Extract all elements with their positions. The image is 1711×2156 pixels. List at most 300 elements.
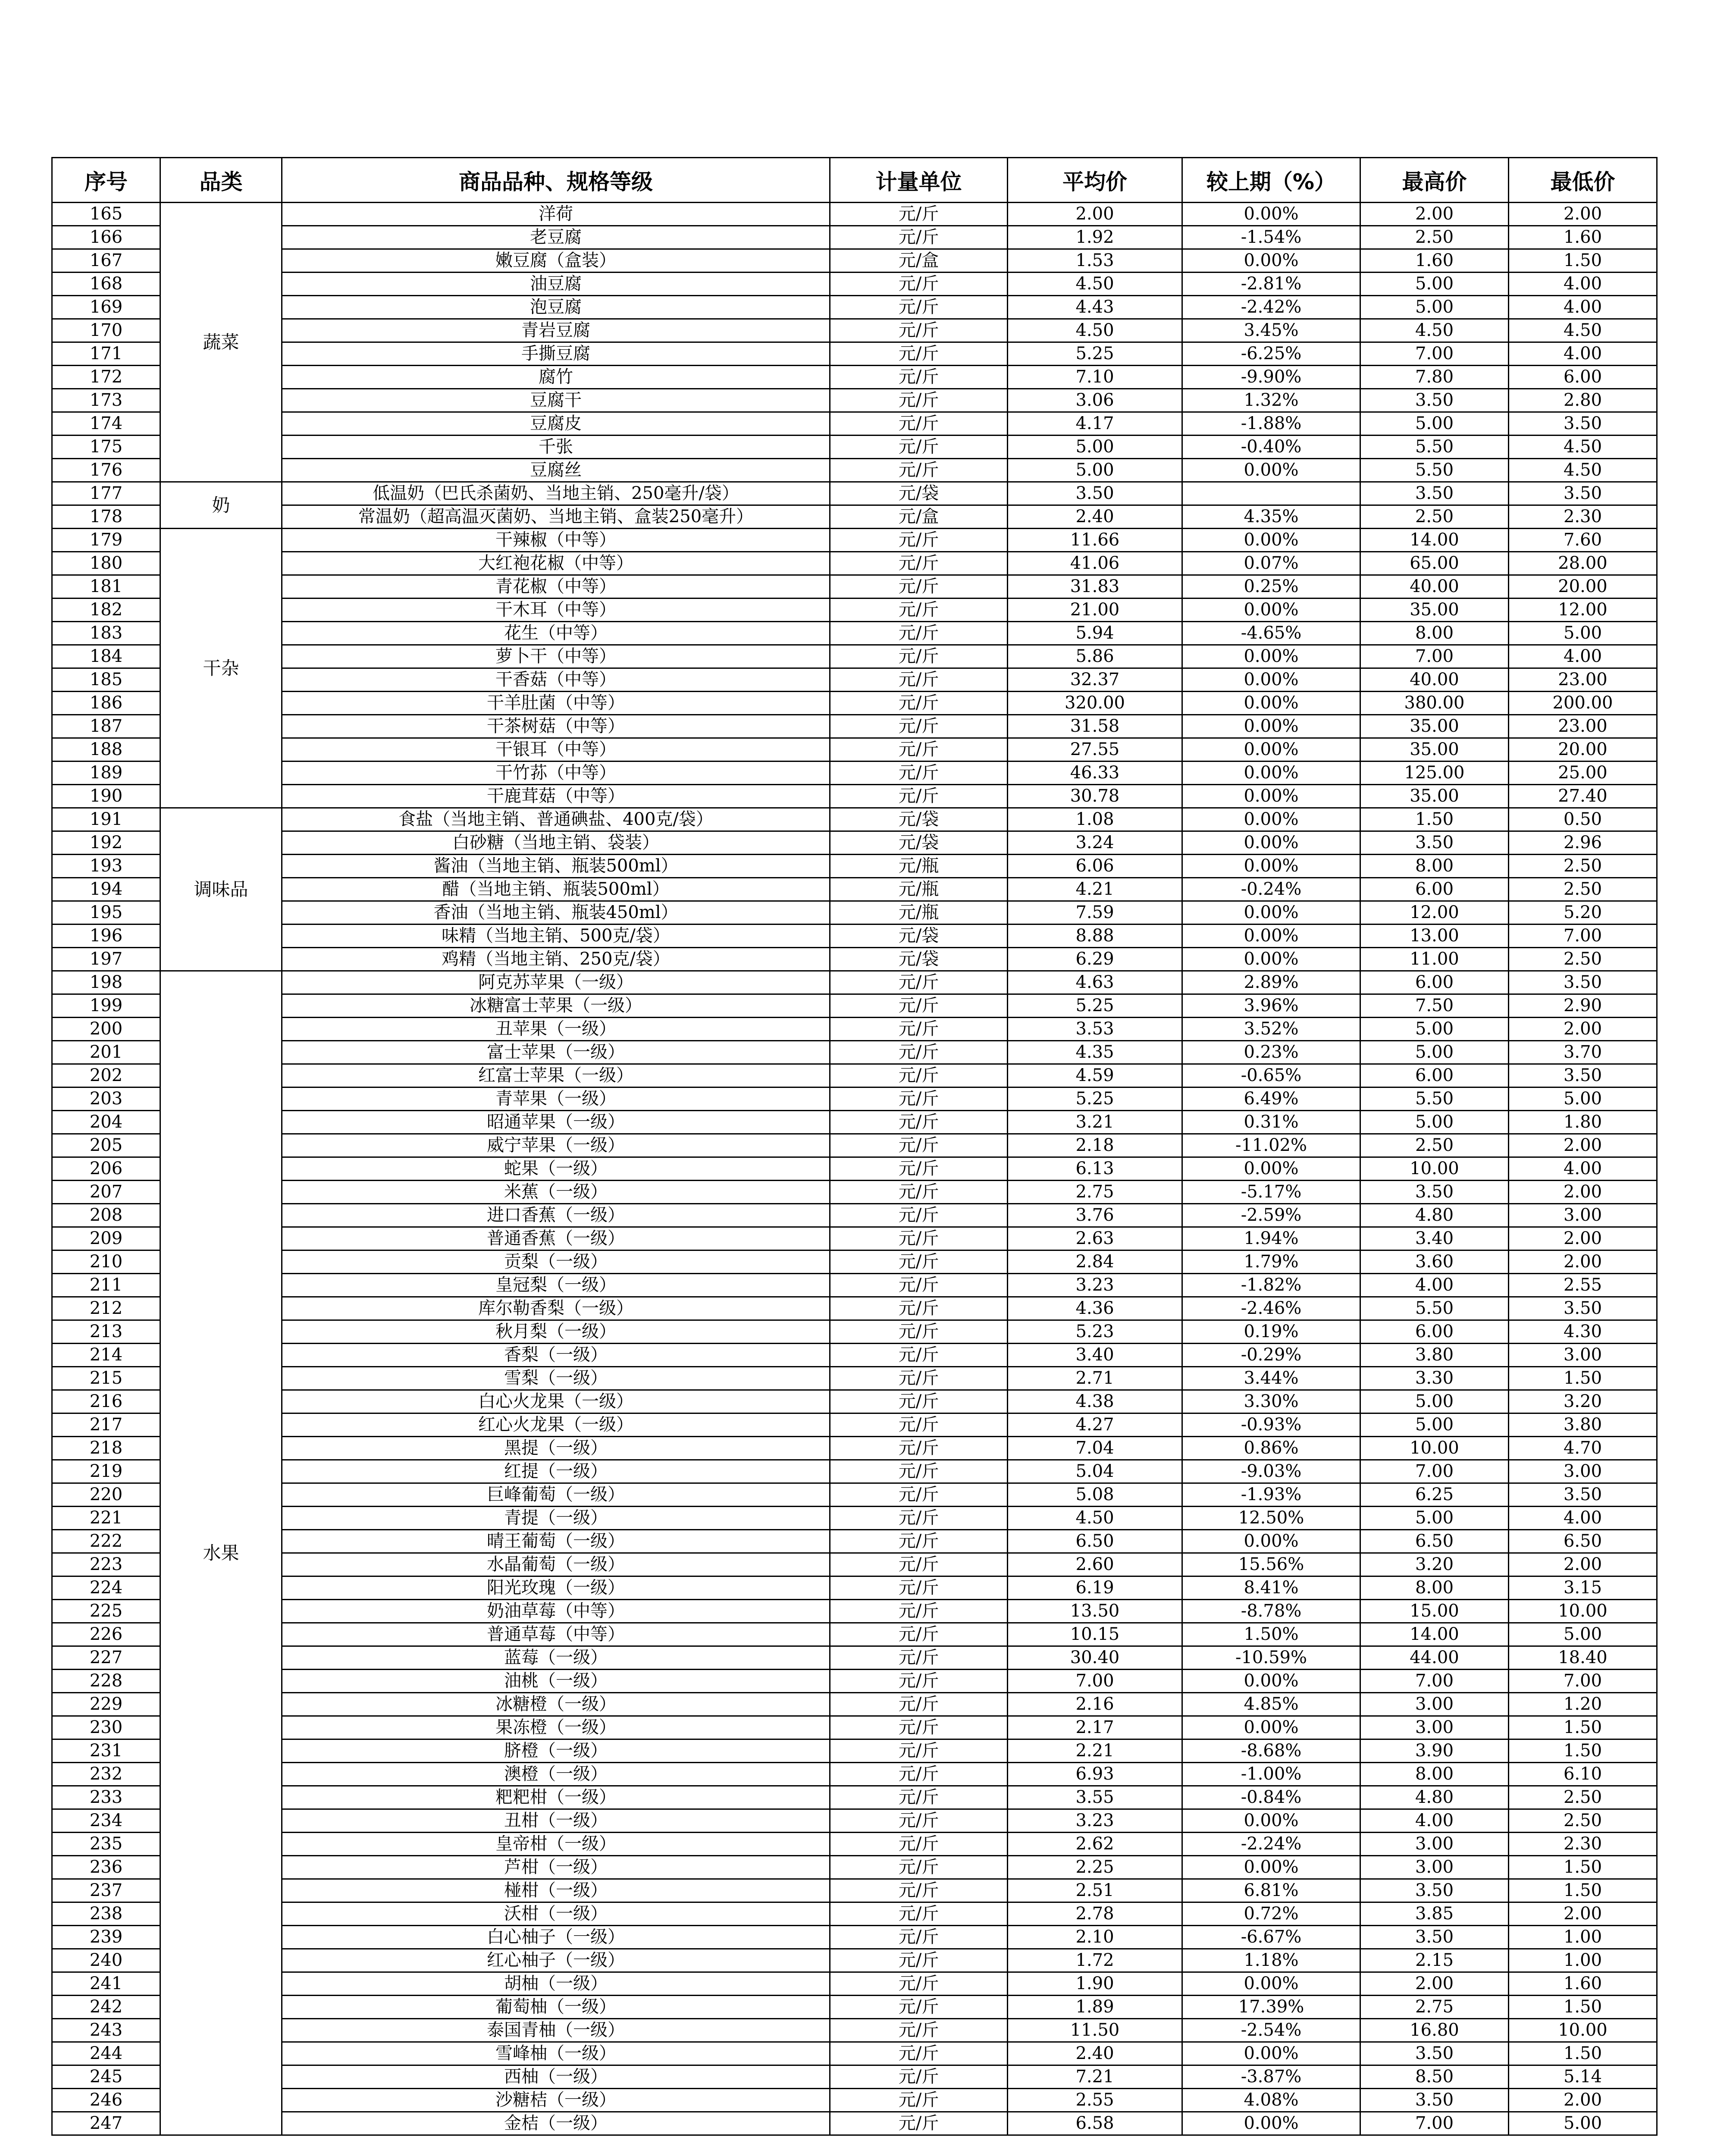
cell-item-name: 酱油（当地主销、瓶装500ml） [282, 855, 830, 878]
cell-change-pct: -0.84% [1182, 1786, 1360, 1809]
cell-change-pct: 0.00% [1182, 459, 1360, 482]
cell-change-pct: -11.02% [1182, 1134, 1360, 1157]
cell-unit: 元/斤 [830, 319, 1008, 342]
cell-unit: 元/瓶 [830, 878, 1008, 901]
cell-unit: 元/斤 [830, 366, 1008, 389]
cell-max-price: 3.00 [1360, 1693, 1509, 1716]
cell-unit: 元/斤 [830, 599, 1008, 622]
table-row [52, 1041, 1657, 1064]
header-change-pct: 较上期（%） [1182, 158, 1360, 203]
table-row [52, 342, 1657, 366]
cell-min-price: 4.30 [1509, 1320, 1657, 1344]
table-row [52, 296, 1657, 319]
cell-item-name: 红富士苹果（一级） [282, 1064, 830, 1087]
table-row [52, 203, 1657, 226]
cell-item-name: 普通草莓（中等） [282, 1623, 830, 1646]
cell-no: 197 [52, 948, 160, 971]
cell-unit: 元/斤 [830, 1716, 1008, 1739]
cell-no: 215 [52, 1367, 160, 1390]
cell-item-name: 丑苹果（一级） [282, 1018, 830, 1041]
cell-min-price: 4.70 [1509, 1437, 1657, 1460]
cell-item-name: 红心火龙果（一级） [282, 1413, 830, 1437]
cell-max-price: 35.00 [1360, 785, 1509, 808]
cell-unit: 元/斤 [830, 226, 1008, 249]
cell-unit: 元/斤 [830, 1204, 1008, 1227]
cell-avg-price: 3.40 [1008, 1344, 1182, 1367]
cell-max-price: 6.50 [1360, 1530, 1509, 1553]
cell-item-name: 晴王葡萄（一级） [282, 1530, 830, 1553]
table-row [52, 1157, 1657, 1181]
cell-change-pct: 0.00% [1182, 761, 1360, 785]
cell-min-price: 3.00 [1509, 1204, 1657, 1227]
table-row [52, 1879, 1657, 1902]
cell-min-price: 5.14 [1509, 2065, 1657, 2089]
cell-unit: 元/袋 [830, 948, 1008, 971]
cell-no: 166 [52, 226, 160, 249]
cell-max-price: 40.00 [1360, 668, 1509, 692]
cell-avg-price: 4.17 [1008, 412, 1182, 436]
cell-item-name: 皇帝柑（一级） [282, 1833, 830, 1856]
cell-avg-price: 2.40 [1008, 505, 1182, 529]
cell-unit: 元/斤 [830, 1833, 1008, 1856]
cell-change-pct: 1.32% [1182, 389, 1360, 412]
cell-min-price: 3.50 [1509, 412, 1657, 436]
cell-no: 193 [52, 855, 160, 878]
cell-min-price: 200.00 [1509, 692, 1657, 715]
cell-no: 190 [52, 785, 160, 808]
cell-min-price: 2.00 [1509, 1250, 1657, 1274]
cell-unit: 元/斤 [830, 1972, 1008, 1996]
table-row [52, 482, 1657, 505]
cell-avg-price: 31.58 [1008, 715, 1182, 738]
cell-avg-price: 1.90 [1008, 1972, 1182, 1996]
table-row [52, 831, 1657, 855]
cell-min-price: 1.50 [1509, 2042, 1657, 2065]
cell-item-name: 沃柑（一级） [282, 1902, 830, 1926]
table-row [52, 1204, 1657, 1227]
cell-max-price: 2.75 [1360, 1996, 1509, 2019]
cell-item-name: 豆腐丝 [282, 459, 830, 482]
table-row [52, 1064, 1657, 1087]
cell-avg-price: 4.36 [1008, 1297, 1182, 1320]
cell-avg-price: 2.84 [1008, 1250, 1182, 1274]
cell-change-pct: 0.00% [1182, 738, 1360, 761]
cell-unit: 元/斤 [830, 1064, 1008, 1087]
cell-no: 217 [52, 1413, 160, 1437]
cell-min-price: 1.50 [1509, 1996, 1657, 2019]
cell-unit: 元/斤 [830, 1530, 1008, 1553]
cell-avg-price: 2.00 [1008, 203, 1182, 226]
cell-max-price: 8.00 [1360, 855, 1509, 878]
cell-min-price: 4.00 [1509, 296, 1657, 319]
cell-unit: 元/斤 [830, 1018, 1008, 1041]
cell-max-price: 3.00 [1360, 1856, 1509, 1879]
cell-change-pct: 0.00% [1182, 831, 1360, 855]
cell-no: 203 [52, 1087, 160, 1111]
cell-min-price: 28.00 [1509, 552, 1657, 575]
cell-min-price: 2.30 [1509, 1833, 1657, 1856]
cell-unit: 元/斤 [830, 1181, 1008, 1204]
cell-avg-price: 7.00 [1008, 1670, 1182, 1693]
cell-change-pct: 1.94% [1182, 1227, 1360, 1250]
cell-item-name: 手撕豆腐 [282, 342, 830, 366]
cell-avg-price: 1.89 [1008, 1996, 1182, 2019]
cell-no: 227 [52, 1646, 160, 1670]
cell-no: 180 [52, 552, 160, 575]
table-row [52, 878, 1657, 901]
cell-min-price: 1.50 [1509, 249, 1657, 273]
table-row [52, 599, 1657, 622]
cell-change-pct: -1.93% [1182, 1483, 1360, 1507]
table-row [52, 808, 1657, 831]
cell-no: 183 [52, 622, 160, 645]
cell-avg-price: 6.58 [1008, 2112, 1182, 2135]
table-header-row [52, 158, 1657, 203]
table-row [52, 575, 1657, 599]
cell-max-price: 3.30 [1360, 1367, 1509, 1390]
cell-max-price: 5.00 [1360, 1018, 1509, 1041]
cell-avg-price: 6.29 [1008, 948, 1182, 971]
cell-max-price: 380.00 [1360, 692, 1509, 715]
cell-no: 214 [52, 1344, 160, 1367]
cell-max-price: 8.00 [1360, 1576, 1509, 1600]
table-row [52, 924, 1657, 948]
cell-min-price: 1.50 [1509, 1716, 1657, 1739]
cell-avg-price: 2.10 [1008, 1926, 1182, 1949]
table-row [52, 948, 1657, 971]
cell-max-price: 6.00 [1360, 971, 1509, 994]
cell-unit: 元/斤 [830, 1693, 1008, 1716]
cell-no: 206 [52, 1157, 160, 1181]
cell-avg-price: 2.21 [1008, 1739, 1182, 1763]
cell-max-price: 15.00 [1360, 1600, 1509, 1623]
cell-min-price: 4.00 [1509, 1507, 1657, 1530]
cell-no: 222 [52, 1530, 160, 1553]
cell-change-pct: 3.45% [1182, 319, 1360, 342]
cell-item-name: 脐橙（一级） [282, 1739, 830, 1763]
cell-item-name: 普通香蕉（一级） [282, 1227, 830, 1250]
cell-change-pct: 0.00% [1182, 1716, 1360, 1739]
table-row [52, 1739, 1657, 1763]
cell-avg-price: 11.50 [1008, 2019, 1182, 2042]
cell-item-name: 贡梨（一级） [282, 1250, 830, 1274]
cell-min-price: 3.50 [1509, 1483, 1657, 1507]
cell-change-pct: 0.00% [1182, 668, 1360, 692]
cell-item-name: 红提（一级） [282, 1460, 830, 1483]
table-row [52, 1763, 1657, 1786]
cell-unit: 元/斤 [830, 645, 1008, 668]
cell-min-price: 1.60 [1509, 1972, 1657, 1996]
cell-category: 蔬菜 [160, 203, 282, 482]
cell-change-pct: -9.03% [1182, 1460, 1360, 1483]
cell-max-price: 13.00 [1360, 924, 1509, 948]
cell-min-price: 3.15 [1509, 1576, 1657, 1600]
cell-unit: 元/斤 [830, 1390, 1008, 1413]
cell-min-price: 2.00 [1509, 203, 1657, 226]
table-row [52, 1856, 1657, 1879]
cell-min-price: 4.00 [1509, 645, 1657, 668]
cell-min-price: 20.00 [1509, 738, 1657, 761]
cell-no: 189 [52, 761, 160, 785]
cell-max-price: 6.00 [1360, 878, 1509, 901]
cell-item-name: 青苹果（一级） [282, 1087, 830, 1111]
cell-item-name: 雪梨（一级） [282, 1367, 830, 1390]
cell-unit: 元/斤 [830, 1157, 1008, 1181]
table-row [52, 1902, 1657, 1926]
cell-max-price: 16.80 [1360, 2019, 1509, 2042]
cell-change-pct: 3.30% [1182, 1390, 1360, 1413]
cell-unit: 元/斤 [830, 436, 1008, 459]
price-table [51, 157, 1658, 2136]
cell-unit: 元/斤 [830, 2019, 1008, 2042]
cell-no: 233 [52, 1786, 160, 1809]
cell-item-name: 芦柑（一级） [282, 1856, 830, 1879]
cell-max-price: 3.50 [1360, 2089, 1509, 2112]
cell-change-pct: -2.54% [1182, 2019, 1360, 2042]
cell-avg-price: 4.50 [1008, 273, 1182, 296]
cell-unit: 元/斤 [830, 1367, 1008, 1390]
cell-avg-price: 6.93 [1008, 1763, 1182, 1786]
cell-avg-price: 2.60 [1008, 1553, 1182, 1576]
cell-item-name: 醋（当地主销、瓶装500ml） [282, 878, 830, 901]
cell-no: 207 [52, 1181, 160, 1204]
cell-no: 196 [52, 924, 160, 948]
cell-max-price: 5.50 [1360, 436, 1509, 459]
cell-min-price: 5.20 [1509, 901, 1657, 924]
cell-avg-price: 2.25 [1008, 1856, 1182, 1879]
cell-no: 194 [52, 878, 160, 901]
cell-max-price: 5.00 [1360, 1507, 1509, 1530]
cell-change-pct: 0.00% [1182, 249, 1360, 273]
cell-change-pct: -1.00% [1182, 1763, 1360, 1786]
cell-item-name: 香梨（一级） [282, 1344, 830, 1367]
cell-avg-price: 5.94 [1008, 622, 1182, 645]
cell-unit: 元/斤 [830, 2065, 1008, 2089]
cell-unit: 元/袋 [830, 482, 1008, 505]
cell-change-pct: 1.18% [1182, 1949, 1360, 1972]
cell-item-name: 冰糖富士苹果（一级） [282, 994, 830, 1018]
cell-no: 232 [52, 1763, 160, 1786]
cell-no: 226 [52, 1623, 160, 1646]
cell-min-price: 10.00 [1509, 1600, 1657, 1623]
cell-item-name: 黑提（一级） [282, 1437, 830, 1460]
cell-min-price: 2.80 [1509, 389, 1657, 412]
cell-min-price: 3.50 [1509, 971, 1657, 994]
cell-no: 209 [52, 1227, 160, 1250]
cell-item-name: 胡柚（一级） [282, 1972, 830, 1996]
cell-max-price: 6.00 [1360, 1064, 1509, 1087]
cell-item-name: 干茶树菇（中等） [282, 715, 830, 738]
cell-min-price: 2.90 [1509, 994, 1657, 1018]
cell-max-price: 7.00 [1360, 645, 1509, 668]
cell-min-price: 4.00 [1509, 273, 1657, 296]
cell-max-price: 35.00 [1360, 715, 1509, 738]
cell-max-price: 7.00 [1360, 1670, 1509, 1693]
cell-item-name: 西柚（一级） [282, 2065, 830, 2089]
cell-item-name: 丑柑（一级） [282, 1809, 830, 1833]
cell-max-price: 5.00 [1360, 412, 1509, 436]
cell-avg-price: 2.78 [1008, 1902, 1182, 1926]
cell-max-price: 11.00 [1360, 948, 1509, 971]
cell-max-price: 2.50 [1360, 226, 1509, 249]
cell-avg-price: 2.63 [1008, 1227, 1182, 1250]
cell-unit: 元/瓶 [830, 855, 1008, 878]
cell-avg-price: 6.06 [1008, 855, 1182, 878]
cell-change-pct: 3.52% [1182, 1018, 1360, 1041]
cell-min-price: 2.96 [1509, 831, 1657, 855]
table-row [52, 1507, 1657, 1530]
table-row [52, 2112, 1657, 2135]
cell-min-price: 1.50 [1509, 1879, 1657, 1902]
cell-max-price: 6.25 [1360, 1483, 1509, 1507]
cell-no: 170 [52, 319, 160, 342]
cell-max-price: 4.80 [1360, 1786, 1509, 1809]
cell-item-name: 白砂糖（当地主销、袋装） [282, 831, 830, 855]
cell-change-pct: 8.41% [1182, 1576, 1360, 1600]
cell-avg-price: 11.66 [1008, 529, 1182, 552]
cell-unit: 元/盒 [830, 505, 1008, 529]
cell-min-price: 20.00 [1509, 575, 1657, 599]
cell-avg-price: 13.50 [1008, 1600, 1182, 1623]
cell-unit: 元/斤 [830, 1087, 1008, 1111]
cell-unit: 元/斤 [830, 342, 1008, 366]
cell-change-pct: -0.40% [1182, 436, 1360, 459]
cell-max-price: 7.00 [1360, 342, 1509, 366]
cell-unit: 元/斤 [830, 1600, 1008, 1623]
cell-max-price: 5.00 [1360, 1390, 1509, 1413]
cell-unit: 元/斤 [830, 1553, 1008, 1576]
cell-item-name: 食盐（当地主销、普通碘盐、400克/袋） [282, 808, 830, 831]
cell-avg-price: 1.92 [1008, 226, 1182, 249]
cell-change-pct: -0.65% [1182, 1064, 1360, 1087]
cell-unit: 元/袋 [830, 808, 1008, 831]
cell-change-pct: 0.19% [1182, 1320, 1360, 1344]
cell-avg-price: 5.25 [1008, 994, 1182, 1018]
cell-min-price: 4.00 [1509, 1157, 1657, 1181]
header-avg-price: 平均价 [1008, 158, 1182, 203]
cell-no: 181 [52, 575, 160, 599]
cell-avg-price: 3.06 [1008, 389, 1182, 412]
cell-no: 192 [52, 831, 160, 855]
table-row [52, 1623, 1657, 1646]
cell-unit: 元/斤 [830, 1460, 1008, 1483]
cell-min-price: 4.50 [1509, 459, 1657, 482]
cell-change-pct: 0.00% [1182, 808, 1360, 831]
cell-max-price: 3.50 [1360, 389, 1509, 412]
cell-avg-price: 3.24 [1008, 831, 1182, 855]
price-table-sheet [51, 157, 1656, 2136]
cell-max-price: 1.50 [1360, 808, 1509, 831]
cell-avg-price: 46.33 [1008, 761, 1182, 785]
cell-max-price: 12.00 [1360, 901, 1509, 924]
cell-unit: 元/斤 [830, 296, 1008, 319]
cell-unit: 元/斤 [830, 622, 1008, 645]
cell-avg-price: 2.40 [1008, 2042, 1182, 2065]
table-row [52, 855, 1657, 878]
cell-avg-price: 3.23 [1008, 1809, 1182, 1833]
cell-no: 240 [52, 1949, 160, 1972]
cell-avg-price: 3.55 [1008, 1786, 1182, 1809]
cell-change-pct: -2.81% [1182, 273, 1360, 296]
cell-avg-price: 2.75 [1008, 1181, 1182, 1204]
cell-no: 238 [52, 1902, 160, 1926]
cell-unit: 元/斤 [830, 1763, 1008, 1786]
cell-no: 187 [52, 715, 160, 738]
cell-min-price: 3.50 [1509, 1297, 1657, 1320]
cell-max-price: 2.00 [1360, 203, 1509, 226]
cell-change-pct: 0.00% [1182, 692, 1360, 715]
table-row [52, 436, 1657, 459]
cell-change-pct: -1.88% [1182, 412, 1360, 436]
cell-change-pct: 0.00% [1182, 1530, 1360, 1553]
cell-no: 241 [52, 1972, 160, 1996]
cell-min-price: 2.00 [1509, 1902, 1657, 1926]
cell-item-name: 进口香蕉（一级） [282, 1204, 830, 1227]
cell-max-price: 3.50 [1360, 831, 1509, 855]
cell-no: 179 [52, 529, 160, 552]
cell-no: 204 [52, 1111, 160, 1134]
cell-category: 奶 [160, 482, 282, 529]
cell-change-pct: -3.87% [1182, 2065, 1360, 2089]
cell-min-price: 7.00 [1509, 1670, 1657, 1693]
cell-category: 水果 [160, 971, 282, 2135]
cell-max-price: 7.00 [1360, 1460, 1509, 1483]
cell-change-pct: 0.72% [1182, 1902, 1360, 1926]
cell-unit: 元/斤 [830, 2089, 1008, 2112]
table-row [52, 2042, 1657, 2065]
cell-no: 191 [52, 808, 160, 831]
table-row [52, 1390, 1657, 1413]
cell-item-name: 嫩豆腐（盒装） [282, 249, 830, 273]
table-row [52, 1320, 1657, 1344]
cell-no: 195 [52, 901, 160, 924]
cell-unit: 元/斤 [830, 1670, 1008, 1693]
cell-unit: 元/斤 [830, 1926, 1008, 1949]
table-row [52, 1530, 1657, 1553]
cell-min-price: 5.00 [1509, 2112, 1657, 2135]
cell-min-price: 4.00 [1509, 342, 1657, 366]
cell-change-pct: -10.59% [1182, 1646, 1360, 1670]
cell-change-pct: 0.00% [1182, 599, 1360, 622]
cell-unit: 元/斤 [830, 1646, 1008, 1670]
header-no: 序号 [52, 158, 160, 203]
cell-min-price: 2.00 [1509, 1018, 1657, 1041]
cell-avg-price: 3.23 [1008, 1274, 1182, 1297]
cell-no: 213 [52, 1320, 160, 1344]
cell-min-price: 1.20 [1509, 1693, 1657, 1716]
cell-max-price: 7.80 [1360, 366, 1509, 389]
cell-change-pct: 0.23% [1182, 1041, 1360, 1064]
table-row [52, 1996, 1657, 2019]
cell-item-name: 油豆腐 [282, 273, 830, 296]
cell-change-pct: -1.82% [1182, 1274, 1360, 1297]
cell-item-name: 干辣椒（中等） [282, 529, 830, 552]
cell-avg-price: 27.55 [1008, 738, 1182, 761]
table-row [52, 366, 1657, 389]
table-row [52, 319, 1657, 342]
cell-min-price: 3.50 [1509, 482, 1657, 505]
cell-unit: 元/斤 [830, 692, 1008, 715]
cell-unit: 元/斤 [830, 1902, 1008, 1926]
cell-min-price: 12.00 [1509, 599, 1657, 622]
cell-item-name: 白心柚子（一级） [282, 1926, 830, 1949]
cell-avg-price: 6.50 [1008, 1530, 1182, 1553]
cell-min-price: 2.55 [1509, 1274, 1657, 1297]
cell-min-price: 4.50 [1509, 319, 1657, 342]
cell-max-price: 4.80 [1360, 1204, 1509, 1227]
cell-item-name: 干木耳（中等） [282, 599, 830, 622]
cell-min-price: 1.60 [1509, 226, 1657, 249]
